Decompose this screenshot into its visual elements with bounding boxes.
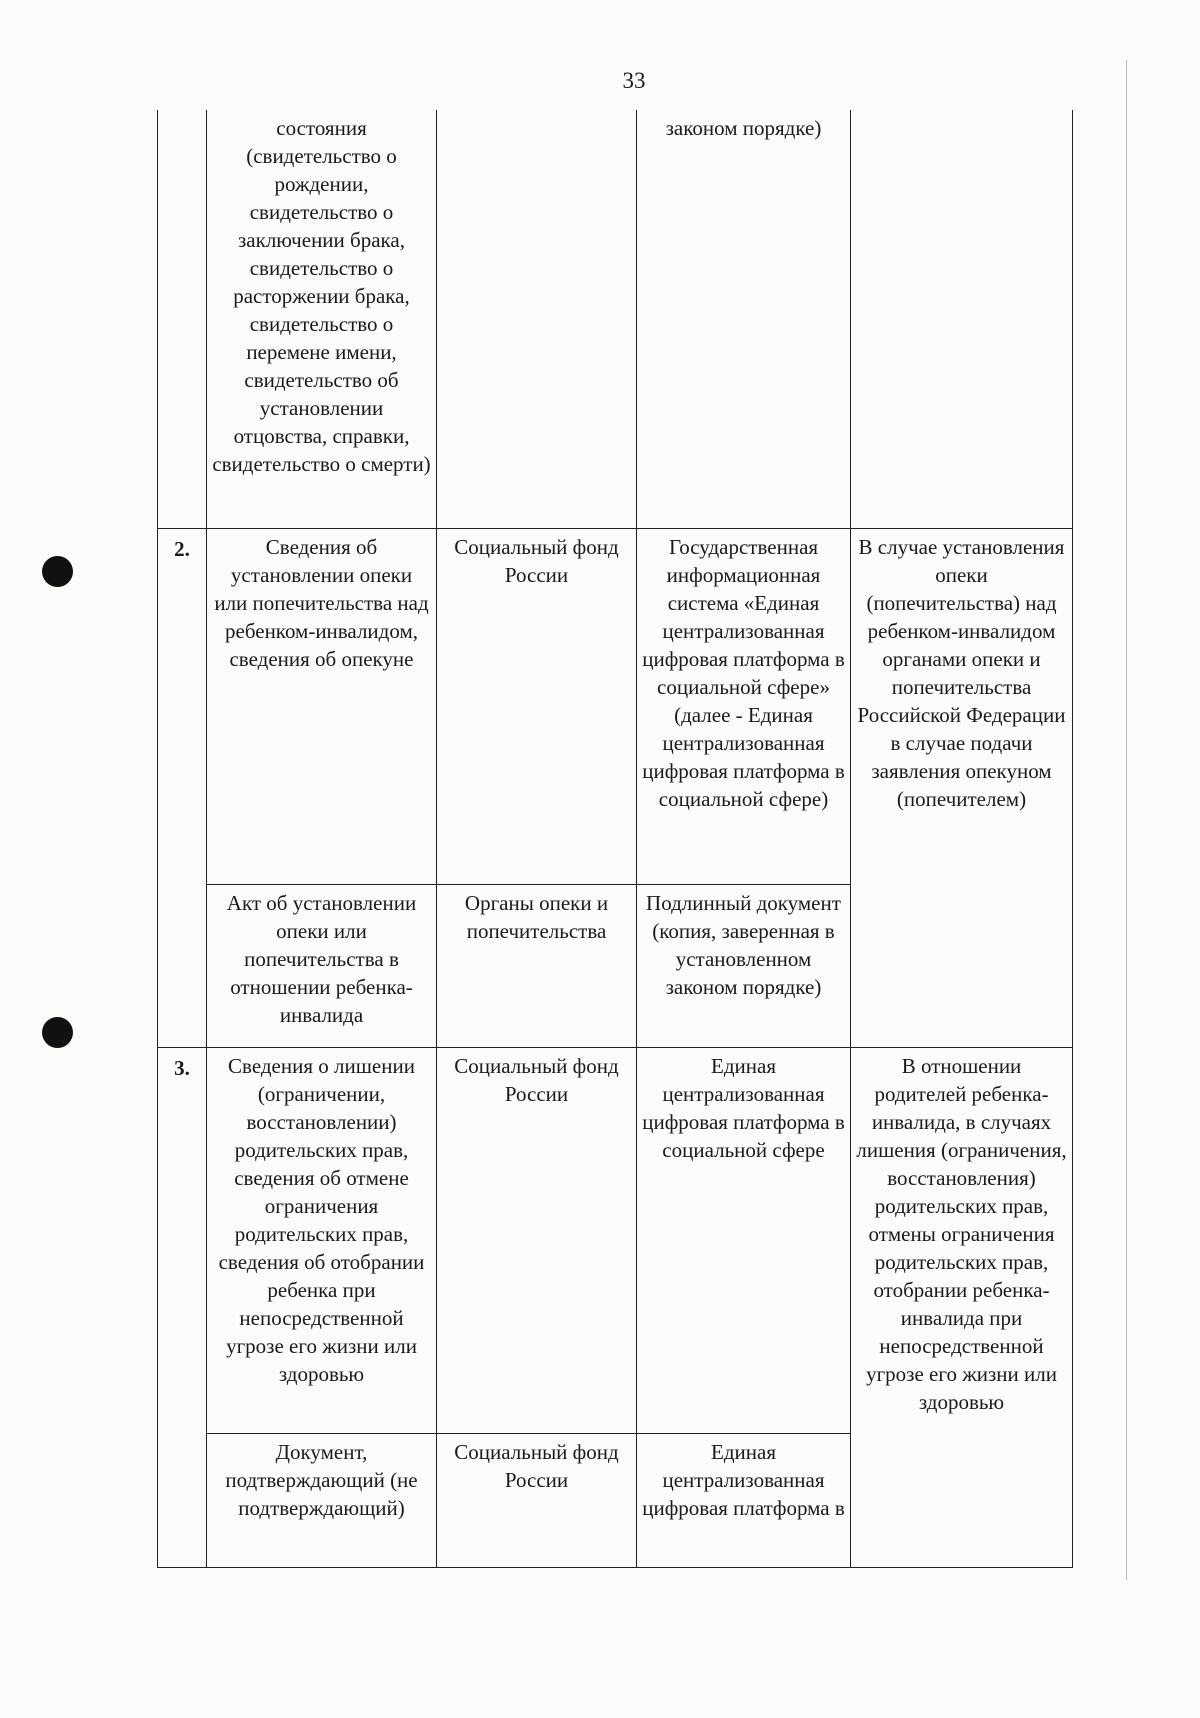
scan-edge bbox=[1126, 60, 1127, 1580]
documents-table bbox=[157, 110, 1073, 1568]
source-cell: Социальный фонд России bbox=[437, 528, 637, 884]
row-number-cell: 2. bbox=[158, 528, 207, 1047]
source-cell: Социальный фонд России bbox=[437, 1047, 637, 1433]
document-cell: Сведения об установлении опеки или попечительства над ребенком-инвалидом, сведения об опекуне bbox=[207, 528, 437, 884]
table-row bbox=[158, 1047, 1073, 1433]
document-cell: Сведения о лишении (ограничении, восстановлении) родительских прав, сведения об отмене ограничения родительских прав, сведения об отобрании ребенка при непосредственной угрозе его жизни или здоровью bbox=[207, 1047, 437, 1433]
condition-cell: В случае установления опеки (попечительства) над ребенком-инвалидом органами опеки и попечительства Российской Федерации в случае подачи заявления опекуном (попечителем) bbox=[851, 528, 1073, 1047]
form-cell: Единая централизованная цифровая платформа в социальной сфере bbox=[637, 1047, 851, 1433]
document-cell: состояния (свидетельство о рождении, свидетельство о заключении брака, свидетельство о расторжении брака, свидетельство о перемене имени, свидетельство об установлении отцовства, справки, свидетельство о смерти) bbox=[207, 110, 437, 528]
source-cell: Социальный фонд России bbox=[437, 1433, 637, 1567]
form-cell: Государственная информационная система «Единая централизованная цифровая платформа в социальной сфере» (далее - Единая централизованная цифровая платформа в социальной сфере) bbox=[637, 528, 851, 884]
form-cell: законом порядке) bbox=[637, 110, 851, 528]
row-number-cell: 3. bbox=[158, 1047, 207, 1567]
source-cell: Органы опеки и попечительства bbox=[437, 884, 637, 1047]
document-cell: Документ, подтверждающий (не подтверждающий) bbox=[207, 1433, 437, 1567]
condition-cell: В отношении родителей ребенка-инвалида, в случаях лишения (ограничения, восстановления) родительских прав, отмены ограничения родительских прав, отобрании ребенка-инвалида при непосредственной угрозе его жизни или здоровью bbox=[851, 1047, 1073, 1567]
form-cell: Единая централизованная цифровая платформа в bbox=[637, 1433, 851, 1567]
source-cell bbox=[437, 110, 637, 528]
table-row bbox=[158, 528, 1073, 884]
punch-hole bbox=[42, 556, 73, 587]
punch-hole bbox=[42, 1017, 73, 1048]
document-cell: Акт об установлении опеки или попечительства в отношении ребенка-инвалида bbox=[207, 884, 437, 1047]
form-cell: Подлинный документ (копия, заверенная в установленном законом порядке) bbox=[637, 884, 851, 1047]
condition-cell bbox=[851, 110, 1073, 528]
table-row bbox=[158, 110, 1073, 528]
page-number: 33 bbox=[622, 68, 646, 93]
row-number-cell bbox=[158, 110, 207, 528]
